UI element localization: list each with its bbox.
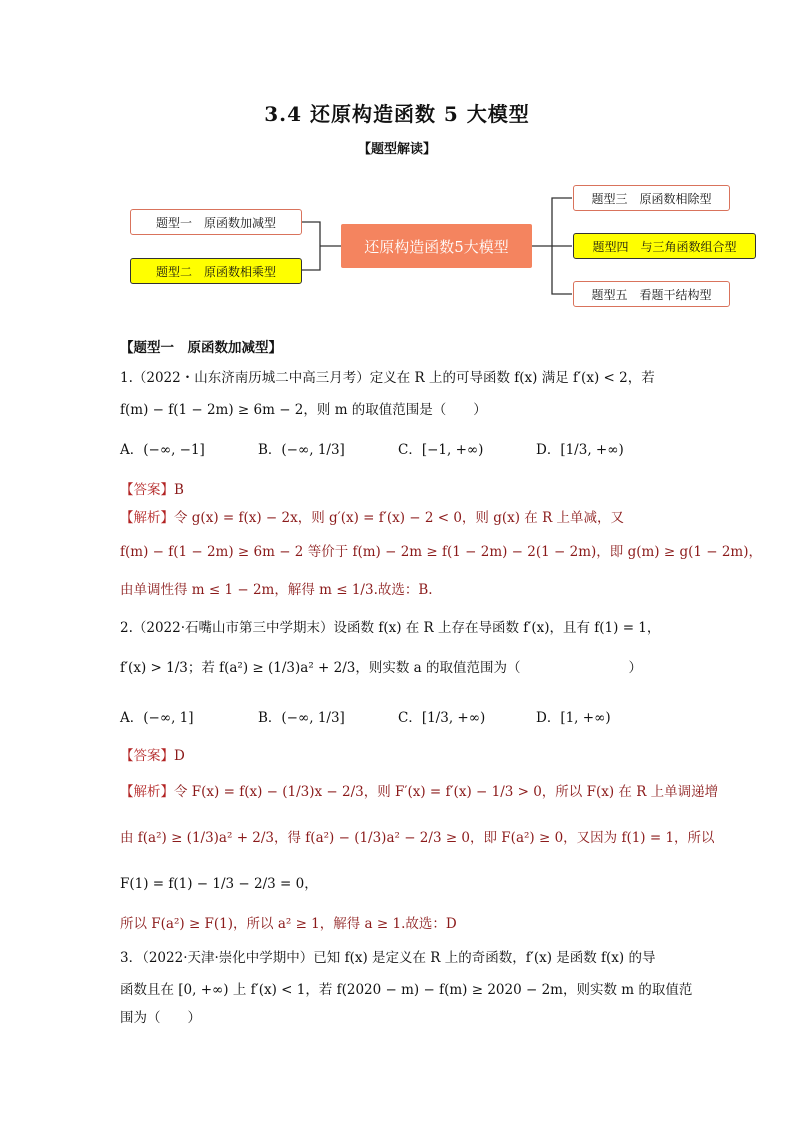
q1-line2: f(m) − f(1 − 2m) ≥ 6m − 2，则 m 的取值范围是（ ）: [120, 402, 487, 418]
analysis-text: 令 F(x) = f(x) − (1/3)x − 2/3，则 F′(x) = f′(x) − 1/3 > 0，所以 F(x) 在 R 上单调递增: [174, 784, 719, 800]
q2-option-a: A．(−∞, 1]: [120, 710, 194, 726]
q2-line2: f′(x) > 1/3；若 f(a²) ≥ (1/3)a² + 2/3，则实数 a 的取值范围为（ ）: [120, 660, 642, 676]
q1-option-c: C．[−1, +∞): [398, 442, 484, 458]
q1-option-a: A．(−∞, −1]: [120, 442, 205, 458]
q3-line1: 3．（2022·天津·崇化中学期中）已知 f(x) 是定义在 R 上的奇函数，f′(x) 是函数 f(x) 的导: [120, 950, 656, 966]
q2-analysis1: [120, 780, 720, 800]
node-center: 还原构造函数5大模型: [341, 224, 532, 268]
q2-answer: [120, 744, 720, 764]
analysis-label: 【解析】: [120, 784, 174, 800]
q2-analysis4: 所以 F(a²) ≥ F(1)，所以 a² ≥ 1，解得 a ≥ 1.故选：D: [120, 916, 457, 932]
q1-answer: [120, 478, 720, 498]
q1-analysis1: [120, 506, 720, 526]
q2-option-c: C．[1/3, +∞): [398, 710, 486, 726]
q1-analysis3: 由单调性得 m ≤ 1 − 2m，解得 m ≤ 1/3.故选：B.: [120, 582, 433, 598]
q2-option-b: B．(−∞, 1/3]: [258, 710, 345, 726]
q2-line1: 2.（2022·石嘴山市第三中学期末）设函数 f(x) 在 R 上存在导函数 f′(x)，且有 f(1) = 1，: [120, 620, 661, 636]
answer-value: B: [174, 482, 184, 498]
q1-option-d: D．[1/3, +∞): [536, 442, 624, 458]
q1-analysis2: f(m) − f(1 − 2m) ≥ 6m − 2 等价于 f(m) − 2m ≥ f(1 − 2m) − 2(1 − 2m)，即 g(m) ≥ g(1 − 2m)，: [120, 544, 762, 560]
q3-line2: 函数且在 [0, +∞) 上 f′(x) < 1，若 f(2020 − m) − f(m) ≥ 2020 − 2m，则实数 m 的取值范: [120, 982, 693, 998]
node-type2: 题型二 原函数相乘型: [130, 258, 302, 284]
answer-label: 【答案】: [120, 482, 174, 498]
analysis-text: 令 g(x) = f(x) − 2x，则 g′(x) = f′(x) − 2 < 0，则 g(x) 在 R 上单减，又: [174, 510, 625, 526]
answer-value: D: [174, 748, 185, 764]
q3-line3: 围为（ ）: [120, 1010, 201, 1026]
section-heading: 【题型一 原函数加减型】: [120, 340, 282, 356]
node-type4: 题型四 与三角函数组合型: [573, 233, 756, 259]
analysis-label: 【解析】: [120, 510, 174, 526]
answer-label: 【答案】: [120, 748, 174, 764]
page-title: 3.4 还原构造函数 5 大模型: [264, 102, 530, 126]
node-type5: 题型五 看题干结构型: [573, 281, 730, 307]
q1-line1: 1.（2022・山东济南历城二中高三月考）定义在 R 上的可导函数 f(x) 满足 f′(x) < 2，若: [120, 370, 655, 386]
q2-analysis2: 由 f(a²) ≥ (1/3)a² + 2/3，得 f(a²) − (1/3)a² − 2/3 ≥ 0，即 F(a²) ≥ 0，又因为 f(1) = 1，所以: [120, 830, 715, 846]
page-subtitle: 【题型解读】: [357, 142, 436, 157]
q2-option-d: D．[1, +∞): [536, 710, 611, 726]
mindmap-diagram: [0, 170, 794, 320]
q1-option-b: B．(−∞, 1/3]: [258, 442, 345, 458]
q2-analysis3: F(1) = f(1) − 1/3 − 2/3 = 0，: [120, 876, 318, 892]
node-type1: 题型一 原函数加减型: [130, 209, 302, 235]
node-type3: 题型三 原函数相除型: [573, 185, 730, 211]
